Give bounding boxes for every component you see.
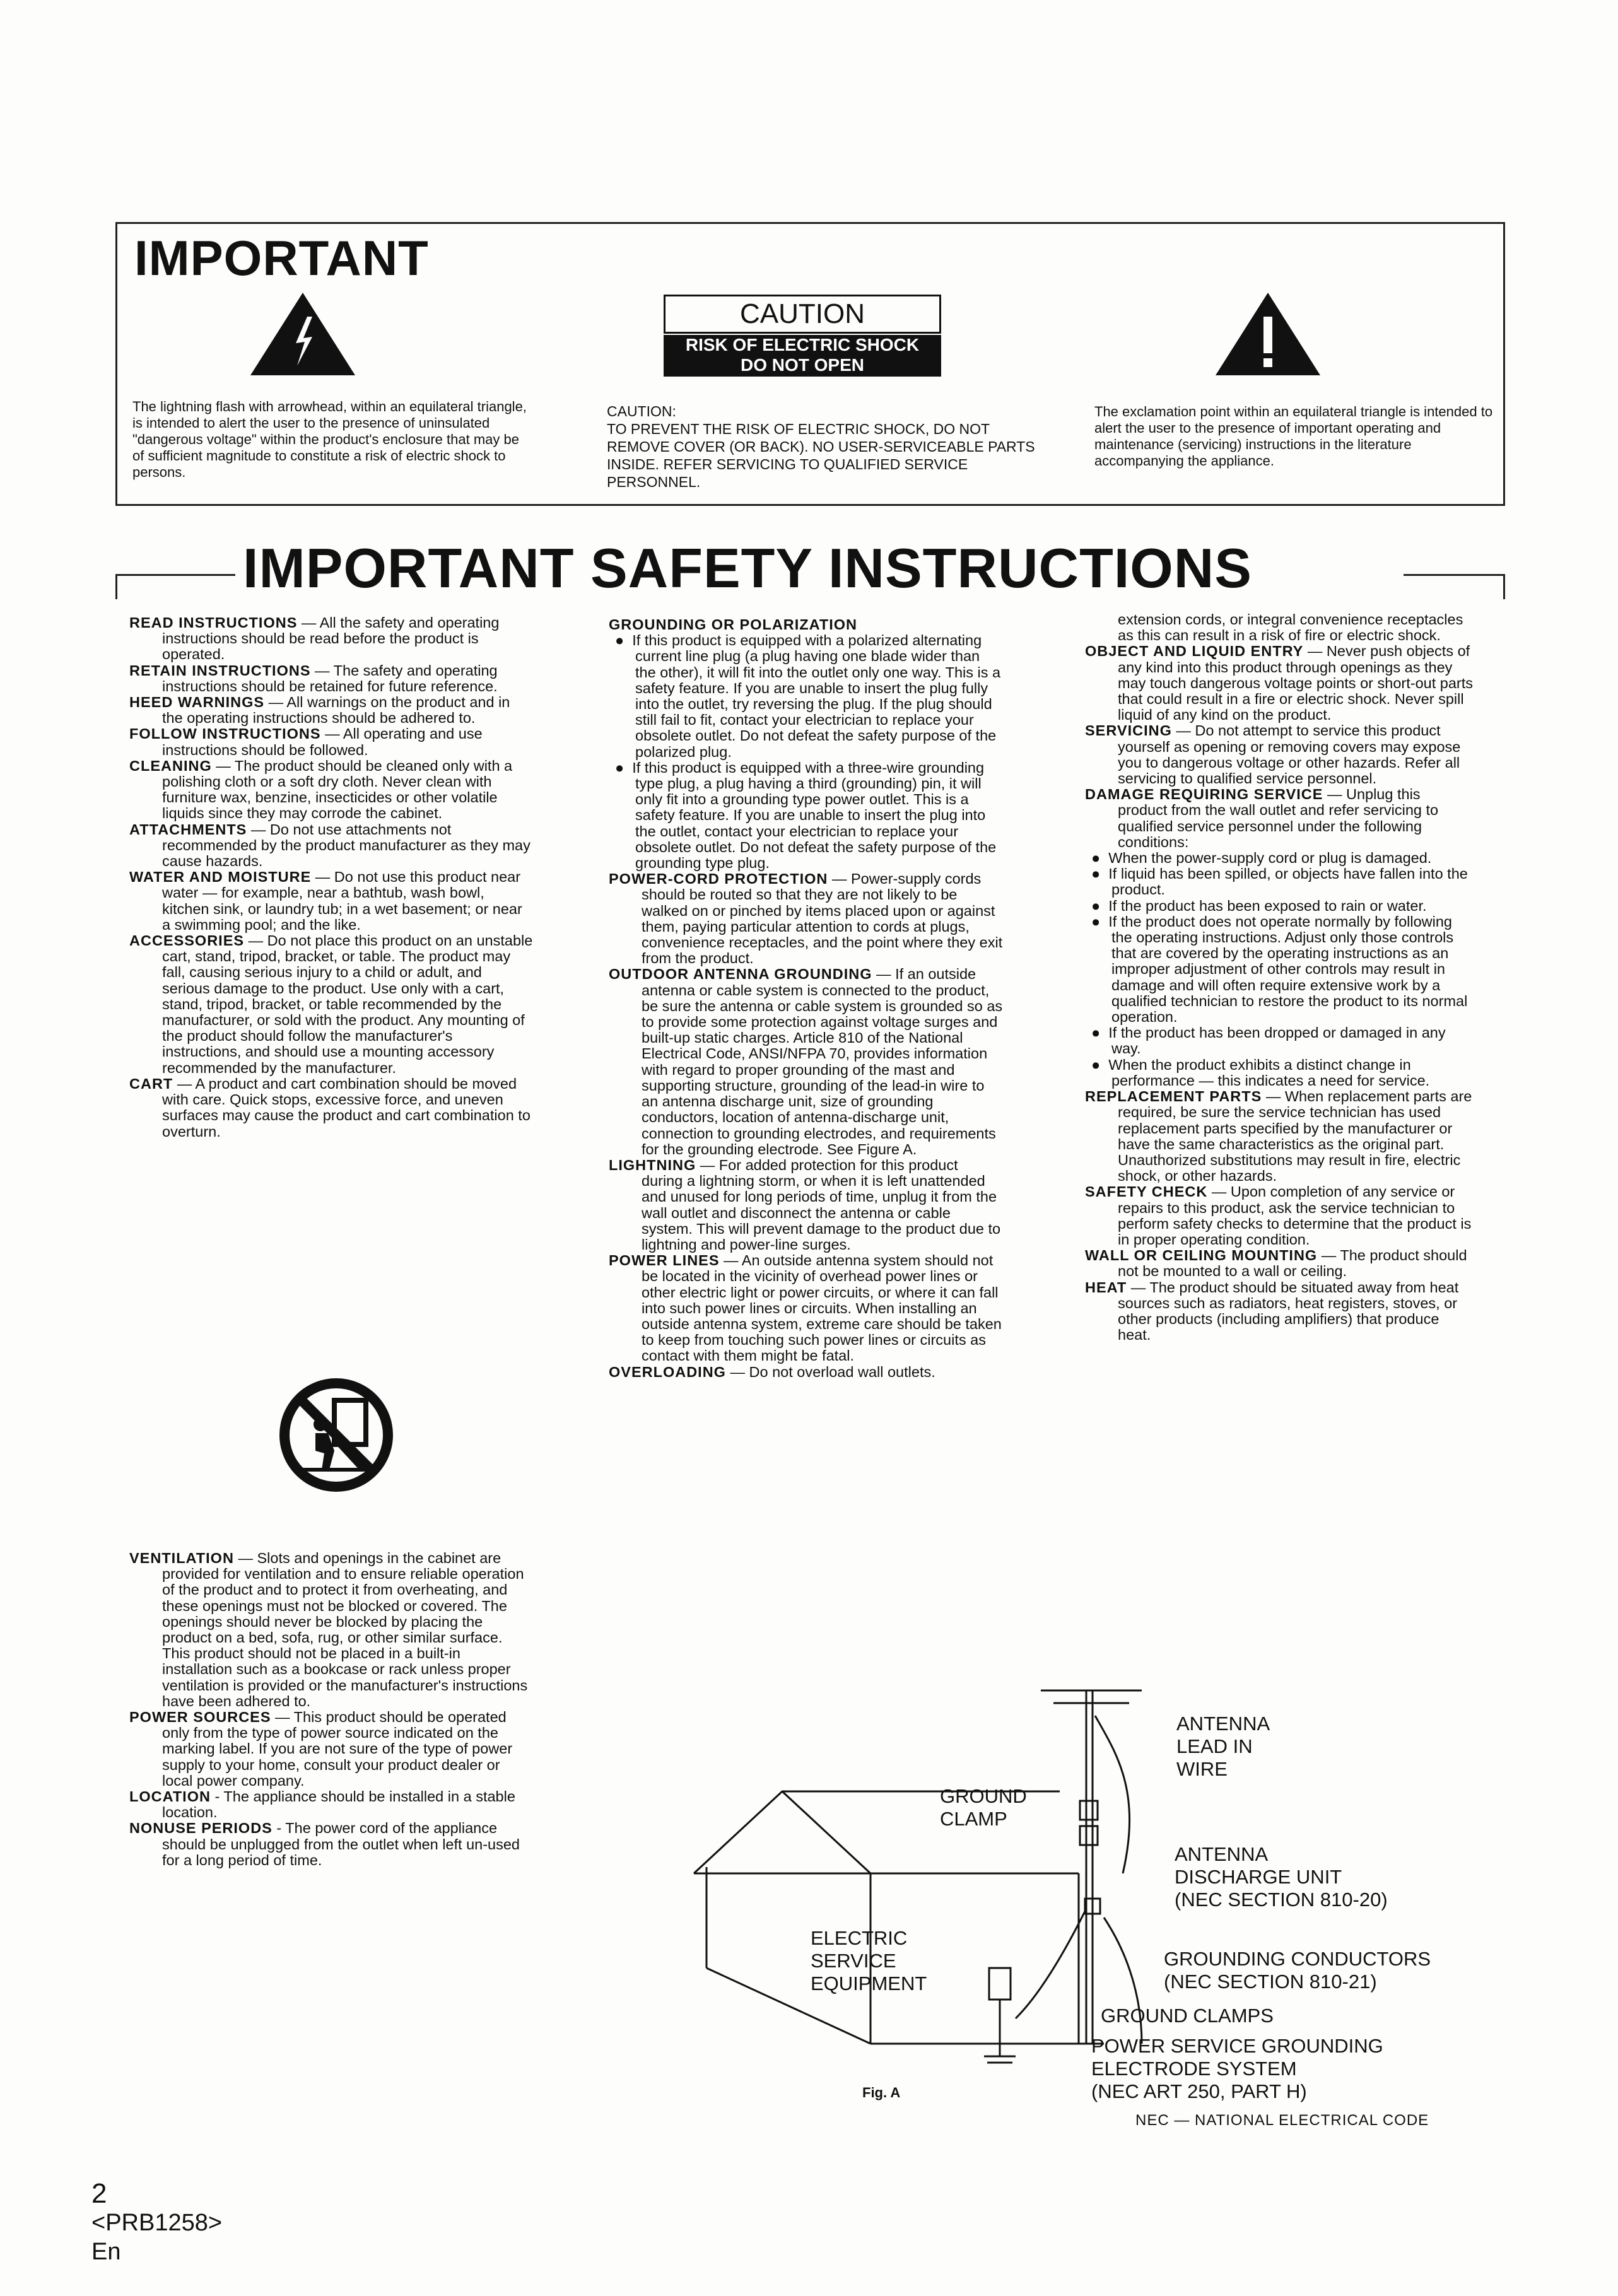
column-2: [609, 617, 1003, 1380]
paragraph: NONUSE PERIODS - The power cord of the appliance should be unplugged from the outlet when left un-used for a long period of time.: [129, 1820, 520, 1868]
important-title: IMPORTANT: [134, 230, 429, 286]
paragraph: VENTILATION — Slots and openings in the cabinet are provided for ventilation and to ensure reliable operation of the product and to protect it from overheating, and these openings must not be blocked or covered. The openings should never be blocked by placing the product on a bed, sofa, rug, or other similar surface. This product should not be placed in a built-in installation such as a bookcase or rack unless proper ventilation is provided or the manufacturer's instructions have been adhered to.: [129, 1550, 528, 1709]
paragraph: OVERLOADING — Do not overload wall outlets.: [609, 1363, 935, 1380]
paragraph: OBJECT AND LIQUID ENTRY — Never push objects of any kind into this product through openings as they may touch dangerous voltage points or short-out parts that could result in a fire or electric shock. Never spill liquid of any kind on the product.: [1085, 643, 1474, 723]
paragraph: POWER SOURCES — This product should be operated only from the type of power source indicated on the marking label. If you are not sure of the type of power supply to your home, consult your product dealer or local power company.: [129, 1709, 513, 1789]
caution-label: CAUTION: [664, 295, 941, 334]
cart-warning-icon: [276, 1375, 396, 1495]
paragraph: ACCESSORIES — Do not place this product on an unstable cart, stand, tripod, bracket, or table. The product may fall, causing serious injury to a child or adult, and serious damage to the product. Use only with a cart, stand, tripod, bracket, or table recommended by the manufacturer, or sold with the product. Any mounting of the product should follow the manufacturer's instructions, and should use a mounting accessory recommended by the manufacturer.: [129, 932, 533, 1076]
bullet-item: ● When the product exhibits a distinct change in performance — this indicates a need for service.: [1091, 1056, 1430, 1089]
paragraph: WATER AND MOISTURE — Do not use this product near water — for example, near a bathtub, wash bowl, kitchen sink, or laundry tub; in a wet basement; or near a swimming pool; and the like.: [129, 869, 522, 933]
title-rule-left-tick: [115, 574, 117, 599]
paragraph: REPLACEMENT PARTS — When replacement parts are required, be sure the service technician has used replacement parts specified by the manufacturer or have the same characteristics as the original part. Unauthorized substitutions may result in fire, electric shock, or other hazards.: [1085, 1088, 1472, 1185]
bullet-item: ● If the product has been dropped or damaged in any way.: [1091, 1024, 1446, 1057]
label-electric-service: ELECTRIC SERVICE EQUIPMENT: [811, 1927, 927, 1994]
paragraph: SERVICING — Do not attempt to service this product yourself as opening or removing covers may expose you to dangerous voltage or other hazards. Refer all servicing to qualified service personnel.: [1085, 722, 1461, 787]
paragraph: HEAT — The product should be situated away from heat sources such as radiators, heat registers, stoves, or other products (including amplifiers) that produce heat.: [1085, 1279, 1459, 1344]
label-antenna-lead-in: ANTENNA LEAD IN WIRE: [1176, 1713, 1270, 1780]
paragraph: LOCATION - The appliance should be installed in a stable location.: [129, 1788, 515, 1821]
paragraph: READ INSTRUCTIONS — All the safety and operating instructions should be read before the product is operated.: [129, 614, 500, 663]
caution-banner-line1: RISK OF ELECTRIC SHOCK: [685, 335, 920, 354]
caution-banner: [664, 335, 941, 377]
title-rule-right-tick: [1503, 574, 1505, 599]
page-number: 2: [91, 2178, 107, 2209]
label-power-service: POWER SERVICE GROUNDING ELECTRODE SYSTEM (NEC ART 250, PART H): [1091, 2035, 1383, 2102]
safety-title: IMPORTANT SAFETY INSTRUCTIONS: [243, 537, 1252, 599]
bullet-item: ● If the product has been exposed to rain or water.: [1091, 897, 1427, 914]
bullet-item: ● If liquid has been spilled, or objects have fallen into the product.: [1091, 865, 1468, 898]
paragraph: OUTDOOR ANTENNA GROUNDING — If an outside antenna or cable system is connected to the product, be sure the antenna or cable system is grounded so as to provide some protection against voltage surges and built-up static charges. Article 810 of the National Electrical Code, ANSI/NFPA 70, provides information with regard to proper grounding of the mast and supporting structure, grounding of the lead-in wire to an antenna discharge unit, size of grounding conductors, location of antenna-discharge unit, connection to grounding electrodes, and requirements for the grounding electrode. See Figure A.: [609, 966, 1003, 1157]
section-heading: GROUNDING OR POLARIZATION: [609, 616, 858, 633]
lightning-warning-icon: [249, 291, 356, 377]
language-code: En: [91, 2239, 121, 2265]
bullet-item: ● If the product does not operate normally by following the operating instructions. Adjust only those controls that are covered by the operating instructions as an improper adjustment of other controls may result in damage and will often require extensive work by a qualified technician to restore the product to its normal operation.: [1091, 913, 1468, 1026]
figure-label: Fig. A: [862, 2085, 901, 2100]
paragraph: DAMAGE REQUIRING SERVICE — Unplug this product from the wall outlet and refer servicing to qualified service personnel under the following conditions:: [1085, 786, 1439, 850]
paragraph: FOLLOW INSTRUCTIONS — All operating and use instructions should be followed.: [129, 725, 483, 758]
bullet-item: ● If this product is equipped with a three-wire grounding type plug, a plug having a third (grounding) pin, it will only fit into a grounding type power outlet. This is a safety feature. If you are unable to insert the plug into the outlet, contact your electrician to replace your obsolete outlet. Do not defeat the safety purpose of the grounding type plug.: [615, 759, 997, 872]
caution-text: CAUTION: TO PREVENT THE RISK OF ELECTRIC SHOCK, DO NOT REMOVE COVER (OR BACK). NO USER-SERVICEABLE PARTS INSIDE. REFER SERVICING TO QUALIFIED SERVICE PERSONNEL.: [607, 403, 1035, 490]
bullet-item: ● If this product is equipped with a polarized alternating current line plug (a plug having one blade wider than the other), it will fit into the outlet only one way. This is a safety feature. If you are unable to insert the plug fully into the outlet, try reversing the plug. If the plug should still fail to fit, contact your electrician to replace your obsolete outlet. Do not defeat the safety purpose of the polarized plug.: [615, 632, 1001, 760]
lightning-explanation: The lightning flash with arrowhead, within an equilateral triangle, is intended to alert the user to the presence of uninsulated "dangerous voltage" within the product's enclosure that may be of sufficient magnitude to constitute a risk of electric shock to persons.: [132, 399, 527, 480]
label-ground-clamp: GROUND CLAMP: [940, 1785, 1027, 1830]
nec-note: NEC — NATIONAL ELECTRICAL CODE: [1135, 2112, 1429, 2129]
column-1: [129, 615, 533, 1140]
label-discharge-unit: ANTENNA DISCHARGE UNIT (NEC SECTION 810-20): [1175, 1843, 1388, 1911]
paragraph: RETAIN INSTRUCTIONS — The safety and operating instructions should be retained for future reference.: [129, 662, 498, 694]
paragraph: LIGHTNING — For added protection for this product during a lightning storm, or when it is left unattended and unused for long periods of time, unplug it from the wall outlet and disconnect the antenna or cable system. This will prevent damage to the product due to lightning and power-line surges.: [609, 1156, 1001, 1253]
paragraph: WALL OR CEILING MOUNTING — The product should not be mounted to a wall or ceiling.: [1085, 1247, 1467, 1280]
paragraph: CART — A product and cart combination should be moved with care. Quick stops, excessive force, and uneven surfaces may cause the product and cart combination to overturn.: [129, 1075, 531, 1140]
page-footer: [91, 2179, 222, 2266]
exclamation-explanation: The exclamation point within an equilateral triangle is intended to alert the user to the presence of important operating and maintenance (servicing) instructions in the literature accompanying the appliance.: [1094, 404, 1493, 469]
paragraph: CLEANING — The product should be cleaned only with a polishing cloth or a soft dry cloth. Never clean with furniture wax, benzine, insecticides or other volatile liquids since they may corrode the cabinet.: [129, 757, 513, 822]
continued-text: extension cords, or integral convenience receptacles as this can result in a risk of fire or electric shock.: [1118, 611, 1463, 644]
paragraph: HEED WARNINGS — All warnings on the product and in the operating instructions should be adhered to.: [129, 694, 510, 727]
label-grounding-conductors: GROUNDING CONDUCTORS (NEC SECTION 810-21): [1164, 1948, 1431, 1993]
title-rule-left: [115, 574, 235, 576]
paragraph: ATTACHMENTS — Do not use attachments not recommended by the product manufacturer as they may cause hazards.: [129, 821, 531, 870]
title-rule-right: [1404, 574, 1504, 576]
exclamation-warning-icon: [1214, 291, 1322, 377]
paragraph: SAFETY CHECK — Upon completion of any service or repairs to this product, ask the service technician to perform safety checks to determine that the product is in proper operating condition.: [1085, 1183, 1472, 1248]
caution-banner-line2: DO NOT OPEN: [740, 355, 864, 375]
column-3: [1085, 612, 1473, 1343]
column-1-lower: [129, 1550, 533, 1868]
model-code: <PRB1258>: [91, 2210, 223, 2236]
paragraph: POWER-CORD PROTECTION — Power-supply cords should be routed so that they are not likely to be walked on or pinched by items placed upon or against them, paying particular attention to cords at plugs, convenience receptacles, and the point where they exit from the product.: [609, 870, 1003, 967]
paragraph: POWER LINES — An outside antenna system should not be located in the vicinity of overhead power lines or other electric light or power circuits, or where it can fall into such power lines or circuits. When installing an outside antenna system, extreme care should be taken to keep from touching such power lines or circuits as contact with them might be fatal.: [609, 1252, 1002, 1364]
bullet-item: ● When the power-supply cord or plug is damaged.: [1091, 850, 1432, 867]
label-ground-clamps: GROUND CLAMPS: [1101, 2005, 1274, 2027]
